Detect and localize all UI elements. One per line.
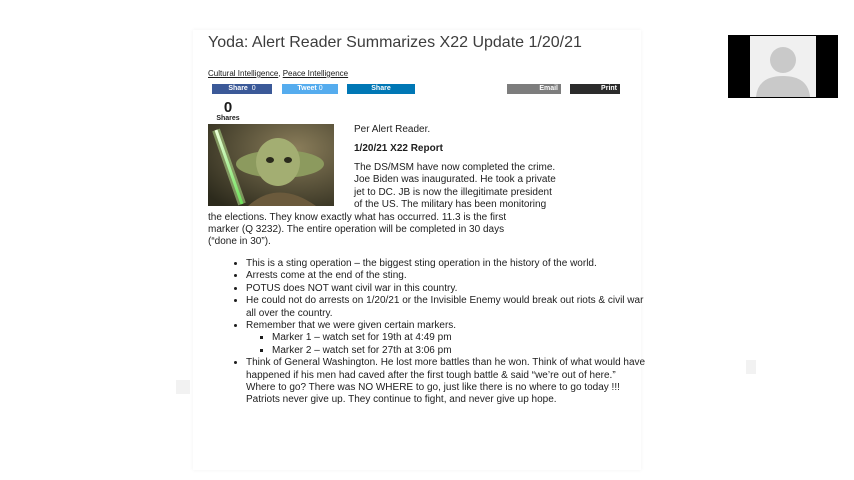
total-shares-count: 0 (223, 99, 233, 116)
report-heading: 1/20/21 X22 Report (354, 143, 443, 154)
main-line: (“done in 30”). (208, 236, 271, 248)
stray-artifact (746, 360, 756, 374)
category-separator: , (278, 69, 283, 78)
linkedin-share-label: Share (371, 85, 391, 92)
main-line: jet to DC. JB is now the illegitimate president (354, 186, 552, 198)
list-item: • He could not do arrests on 1/20/21 or the Invisible Enemy would break out riots & civil war all over the country. (246, 295, 646, 320)
twitter-tweet-count: 0 (318, 85, 323, 92)
report-bullet-list (232, 258, 646, 407)
list-item: • Arrests come at the end of the sting. (246, 270, 646, 282)
intro-text: Per Alert Reader. (354, 124, 431, 135)
category-links (208, 69, 348, 78)
email-label: Email (539, 85, 558, 92)
main-line: the elections. They know exactly what has occurred. 11.3 is the first (208, 211, 507, 223)
list-item (246, 320, 646, 357)
total-shares-label: Shares (216, 115, 240, 122)
facebook-share-count: 0 (251, 85, 256, 92)
category-link-peace[interactable]: Peace Intelligence (282, 69, 349, 78)
list-item: • POTUS does NOT want civil war in this country. (246, 283, 646, 295)
print-button[interactable] (570, 84, 620, 94)
main-line: of the US. The military has been monitoring (354, 199, 547, 211)
linkedin-share-button[interactable] (347, 84, 415, 94)
marker-item: ▪ Marker 2 – watch set for 27th at 3:06 pm (272, 345, 646, 357)
list-item-text: Remember that we were given certain markers. (246, 320, 457, 332)
main-paragraph (208, 162, 628, 249)
markers-list (246, 332, 646, 357)
facebook-share-label: Share (228, 85, 248, 92)
stray-artifact (176, 380, 190, 394)
main-line: The DS/MSM have now completed the crime. (354, 162, 556, 173)
twitter-tweet-button[interactable] (282, 84, 338, 94)
print-label: Print (601, 85, 617, 92)
total-shares (212, 100, 244, 122)
email-button[interactable] (507, 84, 561, 94)
main-line: marker (Q 3232). The entire operation will be completed in 30 days (208, 224, 505, 236)
article-title: Yoda: Alert Reader Summarizes X22 Update 1/20/21 (208, 34, 582, 51)
webcam-tile[interactable] (728, 35, 838, 98)
facebook-share-button[interactable] (212, 84, 272, 94)
user-avatar-icon (750, 36, 816, 97)
list-item: • Think of General Washington. He lost more battles than he won. Think of what would have happened if his men had caved after the first tough battle & said “we’re out of here.” Where to go? There was NO WHERE to go, just like there is no where to go today !!! Patriots never give up. They continue to fight, and never give up hope. (246, 357, 646, 407)
twitter-tweet-label: Tweet (297, 85, 317, 92)
marker-item: ▪ Marker 1 – watch set for 19th at 4:49 pm (272, 332, 646, 344)
main-line: Joe Biden was inaugurated. He took a private (354, 174, 556, 186)
list-item: • This is a sting operation – the biggest sting operation in the history of the world. (246, 258, 646, 270)
category-link-cultural[interactable]: Cultural Intelligence (208, 69, 279, 78)
webcam-placeholder (750, 36, 816, 97)
